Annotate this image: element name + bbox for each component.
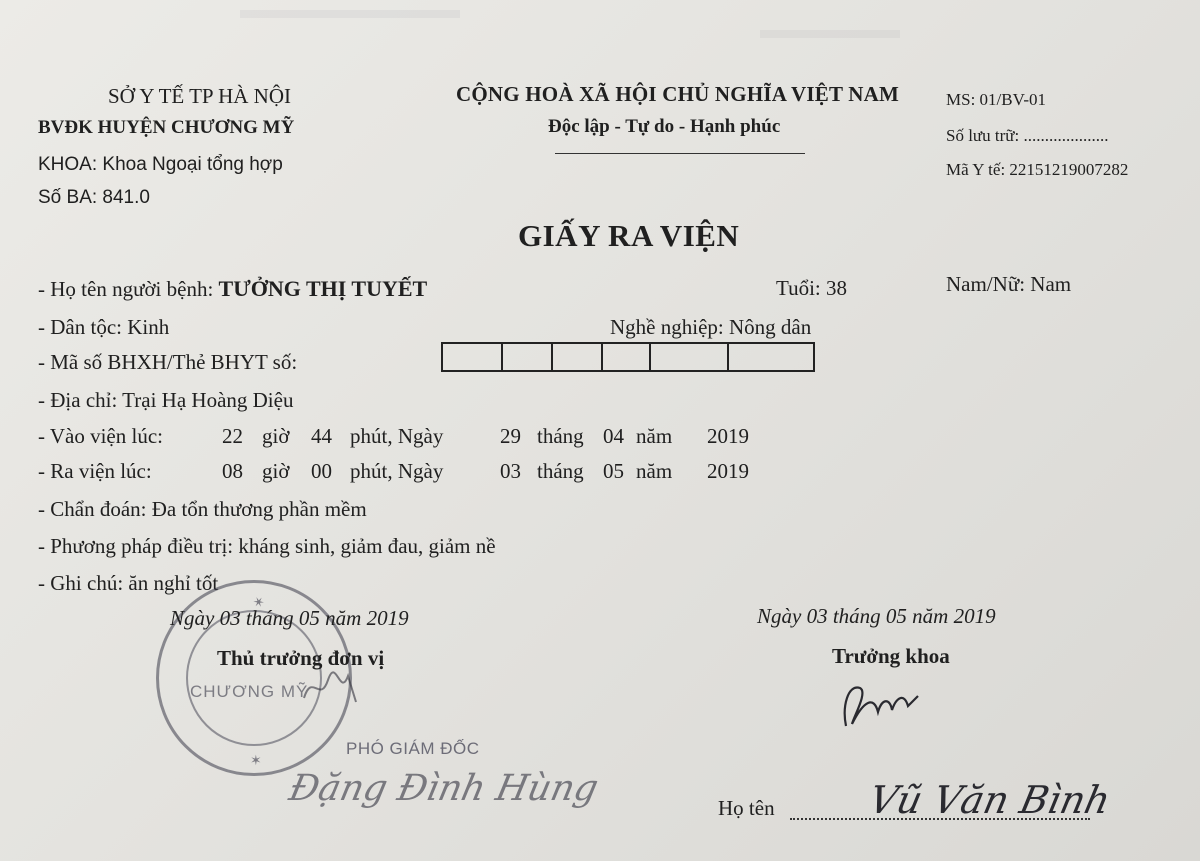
admission-month: 04 — [603, 424, 624, 448]
admission-day: 29 — [500, 424, 521, 448]
sex-label: Nam/Nữ: — [946, 272, 1026, 296]
department: KHOA: Khoa Ngoại tổng hợp — [38, 154, 283, 175]
left-signature-date: Ngày 03 tháng 05 năm 2019 — [170, 606, 409, 630]
sex-value: Nam — [1030, 272, 1072, 296]
insurance-box — [603, 344, 651, 370]
admission-year: 2019 — [707, 424, 749, 448]
age-value: 38 — [826, 276, 848, 300]
right-name-label: Họ tên — [718, 796, 775, 820]
admission-hour: 22 — [222, 424, 243, 448]
patient-age — [776, 276, 847, 301]
address: - Địa chỉ: Trại Hạ Hoàng Diệu — [38, 388, 294, 412]
insurance-box — [503, 344, 553, 370]
admission-month-unit: tháng — [537, 424, 584, 448]
record-number: Số BA: 841.0 — [38, 187, 150, 208]
patient-name-value: TƯỞNG THỊ TUYẾT — [218, 276, 428, 301]
stamp-signature-name: Đặng Đình Hùng — [285, 768, 602, 809]
patient-sex — [946, 272, 1071, 297]
discharge-minute: 00 — [311, 459, 332, 483]
bleed-through-mark — [760, 30, 900, 38]
country-motto: CỘNG HOÀ XÃ HỘI CHỦ NGHĨA VIỆT NAM — [456, 82, 899, 106]
discharge-minute-unit: phút, Ngày — [350, 459, 444, 483]
document-title: GIẤY RA VIỆN — [518, 218, 740, 253]
occupation: Nghề nghiệp: Nông dân — [610, 315, 812, 339]
treatment-method: - Phương pháp điều trị: kháng sinh, giảm đau, giảm nề — [38, 534, 496, 558]
discharge-hour-unit: giờ — [262, 459, 290, 483]
bleed-through-mark — [240, 10, 460, 18]
seal-star-mark-bottom: ✶ — [250, 752, 262, 768]
discharge-hour: 08 — [222, 459, 243, 483]
archive-number: Số lưu trữ: .................... — [946, 126, 1109, 145]
admission-hour-unit: giờ — [262, 424, 290, 448]
slogan-underline — [555, 153, 805, 154]
right-signature-name: Vũ Văn Bình — [865, 778, 1115, 822]
right-signature-role: Trưởng khoa — [832, 644, 950, 668]
insurance-number-boxes — [441, 342, 815, 372]
form-code: MS: 01/BV-01 — [946, 90, 1046, 109]
insurance-box — [651, 344, 729, 370]
right-signature-date: Ngày 03 tháng 05 năm 2019 — [757, 604, 996, 628]
admission-minute-unit: phút, Ngày — [350, 424, 444, 448]
right-handwritten-signature — [834, 676, 924, 736]
age-label: Tuổi: — [776, 276, 821, 300]
country-slogan: Độc lập - Tự do - Hạnh phúc — [548, 116, 781, 137]
medical-code: Mã Y tế: 22151219007282 — [946, 160, 1129, 179]
discharge-year: 2019 — [707, 459, 749, 483]
hospital-name: BVĐK HUYỆN CHƯƠNG MỸ — [38, 117, 295, 138]
discharge-month: 05 — [603, 459, 624, 483]
seal-text: CHƯƠNG MỸ — [190, 682, 309, 701]
patient-name-row — [38, 276, 427, 302]
admission-year-unit: năm — [636, 424, 673, 448]
discharge-month-unit: tháng — [537, 459, 584, 483]
admission-label: - Vào viện lúc: — [38, 424, 163, 448]
ethnicity: - Dân tộc: Kinh — [38, 315, 170, 339]
insurance-box — [443, 344, 503, 370]
insurance-box — [553, 344, 603, 370]
discharge-label: - Ra viện lúc: — [38, 459, 152, 483]
note: - Ghi chú: ăn nghỉ tốt — [38, 571, 219, 595]
seal-star-mark: ✶ — [249, 592, 268, 612]
insurance-box — [729, 344, 813, 370]
patient-name-label: - Họ tên người bệnh: — [38, 277, 214, 301]
discharge-day: 03 — [500, 459, 521, 483]
stamp-title: PHÓ GIÁM ĐỐC — [346, 739, 480, 758]
diagnosis: - Chẩn đoán: Đa tổn thương phần mềm — [38, 497, 367, 521]
ministry-name: SỞ Y TẾ TP HÀ NỘI — [108, 84, 291, 108]
admission-minute: 44 — [311, 424, 332, 448]
left-signature-role: Thủ trưởng đơn vị — [217, 646, 385, 670]
left-handwritten-signature — [300, 668, 360, 708]
insurance-label: - Mã số BHXH/Thẻ BHYT số: — [38, 350, 298, 374]
discharge-year-unit: năm — [636, 459, 673, 483]
